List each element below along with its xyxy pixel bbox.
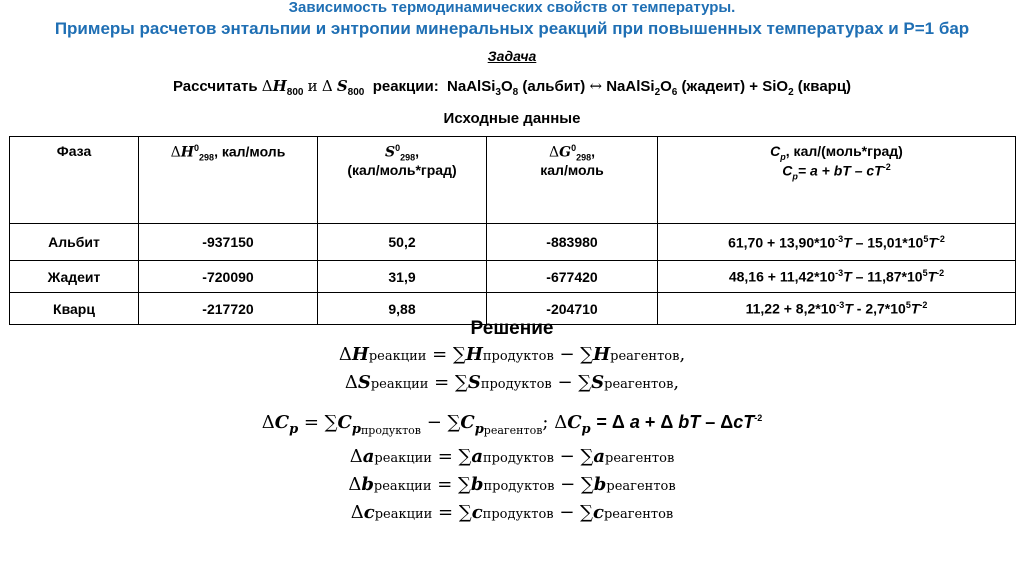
header-heat-capacity: $C_p$, кал/(моль*град) $C_p= a$ + bT – $cT^{-2}$ — [658, 137, 1016, 224]
slide-title: Зависимость термодинамических свойств от температуры. — [288, 0, 736, 16]
cell-heat-capacity: $11,22 + 8,2*10^{-3}T - 2,7*10^5T^{-2}$ — [658, 293, 1016, 325]
cell-phase: Альбит — [10, 224, 139, 261]
cell-gibbs: -883980 — [487, 224, 658, 261]
equation-enthalpy: ΔHреакции = ∑Hпродуктов − ∑Hреагентов, — [338, 344, 686, 365]
cell-entropy: 9,88 — [318, 293, 487, 325]
cell-entropy: 31,9 — [318, 261, 487, 293]
header-enthalpy: $\Delta H^0_{298}$, кал/моль — [139, 137, 318, 224]
cell-phase: Жадеит — [10, 261, 139, 293]
cell-heat-capacity: $61,70 + 13,90*10^{-3}T - 15,01*10^5T^{-2}$ — [658, 224, 1016, 261]
cell-enthalpy: -937150 — [139, 224, 318, 261]
header-phase: Фаза — [10, 137, 139, 224]
cell-phase: Кварц — [10, 293, 139, 325]
slide-subtitle: Примеры расчетов энтальпии и энтропии минеральных реакций при повышенных температурах и Р=1 бар — [54, 19, 970, 38]
table-row-albite — [10, 224, 1016, 261]
equation-c: Δcреакции = ∑cпродуктов − ∑cреагентов — [350, 502, 674, 523]
cell-gibbs: -677420 — [487, 261, 658, 293]
source-data-heading: Исходные данные — [443, 110, 581, 127]
equation-b: Δbреакции = ∑bпродуктов − ∑bреагентов — [348, 474, 676, 495]
cell-heat-capacity: $48,16 + 11,42*10^{-3}T - 11,87*10^5T^{-2}$ — [658, 261, 1016, 293]
cell-gibbs: -204710 — [487, 293, 658, 325]
table-header-row — [10, 137, 1016, 224]
task-heading: Задача — [487, 48, 537, 64]
equation-heat-capacity: $\Delta C_p = \sum C_{pпродуктов} - \sum C_{pреагентов}$; $\Delta C_p = \Delta$ a + Δ bT – ΔcT$^{-2}$ — [261, 412, 763, 437]
cell-enthalpy: -720090 — [139, 261, 318, 293]
table-row-jadeite — [10, 261, 1016, 293]
equation-a: Δaреакции = ∑aпродуктов − ∑aреагентов — [349, 446, 675, 467]
cell-enthalpy: -217720 — [139, 293, 318, 325]
task-statement: Рассчитать $\Delta H_{800}$ и Δ $S_{800}$ реакции: $NaAlSi_3O_8$ (альбит) ↔ $NaAlSi_2O_6$ (жадеит) + SiO$_2$ (кварц) — [172, 77, 852, 98]
solution-heading: Решение — [470, 318, 554, 339]
header-gibbs: $\Delta G^0_{298}$, кал/моль — [487, 137, 658, 224]
header-entropy: $S^0_{298}$, (кал/моль*град) — [318, 137, 487, 224]
cell-entropy: 50,2 — [318, 224, 487, 261]
equation-entropy: ΔSреакции = ∑Sпродуктов − ∑Sреагентов, — [344, 372, 680, 393]
source-data-table — [9, 136, 1016, 325]
